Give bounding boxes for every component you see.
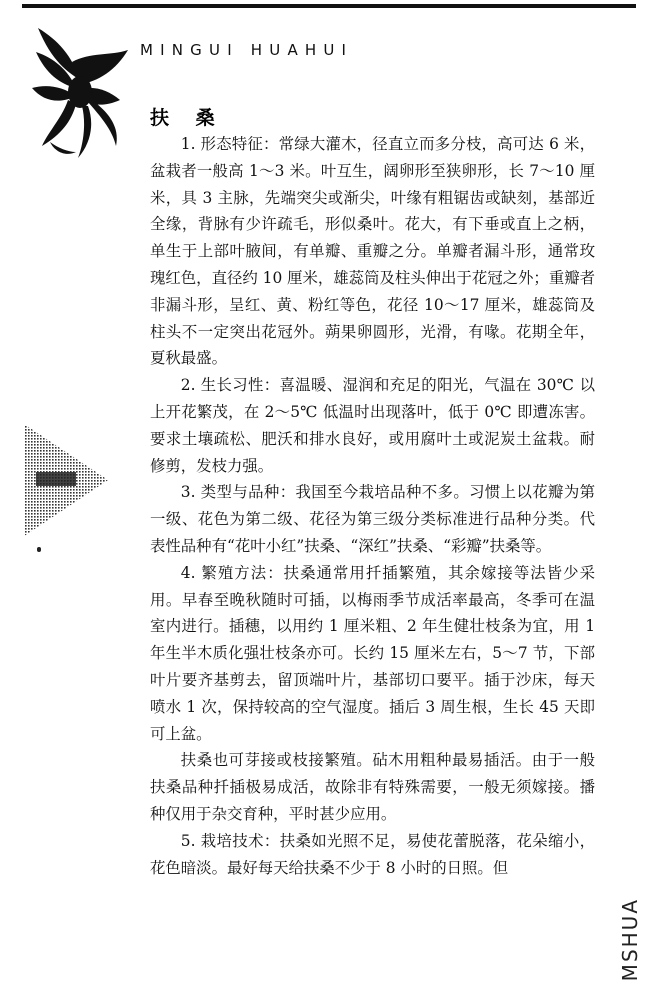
paragraph-grafting: 扶桑也可芽接或枝接繁殖。砧木用粗种最易插活。由于一般扶桑品种扦插极易成活，故除非有特殊需要，一般无须嫁接。播种仅用于杂交育种，平时甚少应用。 (150, 751, 595, 823)
section-title: 扶 桑 (150, 107, 225, 129)
paragraph-growth-habit: 2. 生长习性：喜温暖、湿润和充足的阳光，气温在 30℃ 以上开花繁茂，在 2～5℃ 低温时出现落叶，低于 0℃ 即遭冻害。要求土壤疏松、肥沃和排水良好，或用腐叶土或泥炭土盆栽。耐修剪，发枝力强。 (150, 376, 595, 475)
running-header: MINGUI HUAHUI (140, 41, 354, 59)
paragraph-propagation: 4. 繁殖方法：扶桑通常用扦插繁殖，其余嫁接等法皆少采用。早春至晚秋随时可插，以梅雨季节成活率最高，冬季可在温室内进行。插穗，以用约 1 厘米粗、2 年生健壮枝条为宜，用 1 年生半木质化强壮枝条亦可。长约 15 厘米左右，5～7 节，下部叶片要齐基剪去，留顶端叶片，基部切口要平。插于沙床，每天喷水 1 次，保持较高的空气湿度。插后 3 周生根，生长 45 天即可上盆。 (150, 563, 595, 743)
speck-mark (37, 547, 41, 552)
top-rule (22, 4, 636, 8)
paragraph-morphology: 1. 形态特征：常绿大灌木，径直立而多分枝，高可达 6 米，盆栽者一般高 1～3 米。叶互生，阔卵形至狭卵形，长 7～10 厘米，具 3 主脉，先端突尖或渐尖，叶缘有粗锯齿或缺刻，基部近全缘，背脉有少许疏毛，形似桑叶。花大，有下垂或直上之柄，单生于上部叶腋间，有单瓣、重瓣之分。单瓣者漏斗形，通常玫瑰红色，直径约 10 厘米，雄蕊筒及柱头伸出于花冠之外；重瓣者非漏斗形，呈红、黄、粉红等色，花径 10～17 厘米，雄蕊筒及柱头不一定突出花冠外。蒴果卵圆形，光滑，有喙。花期全年，夏秋最盛。 (150, 135, 595, 368)
paragraph-cultivation: 5. 栽培技术：扶桑如光照不足，易使花蕾脱落，花朵缩小，花色暗淡。最好每天给扶桑不少于 8 小时的日照。但 (150, 831, 595, 877)
watermark: MSHUA (618, 897, 642, 981)
article-body (150, 131, 595, 881)
side-arrow-decoration (22, 420, 112, 540)
orchid-flower-icon (28, 22, 148, 160)
paragraph-varieties: 3. 类型与品种：我国至今栽培品种不多。习惯上以花瓣为第一级、花色为第二级、花径为第三级分类标准进行品种分类。代表性品种有“花叶小红”扶桑、“深红”扶桑、“彩瓣”扶桑等。 (150, 483, 595, 555)
